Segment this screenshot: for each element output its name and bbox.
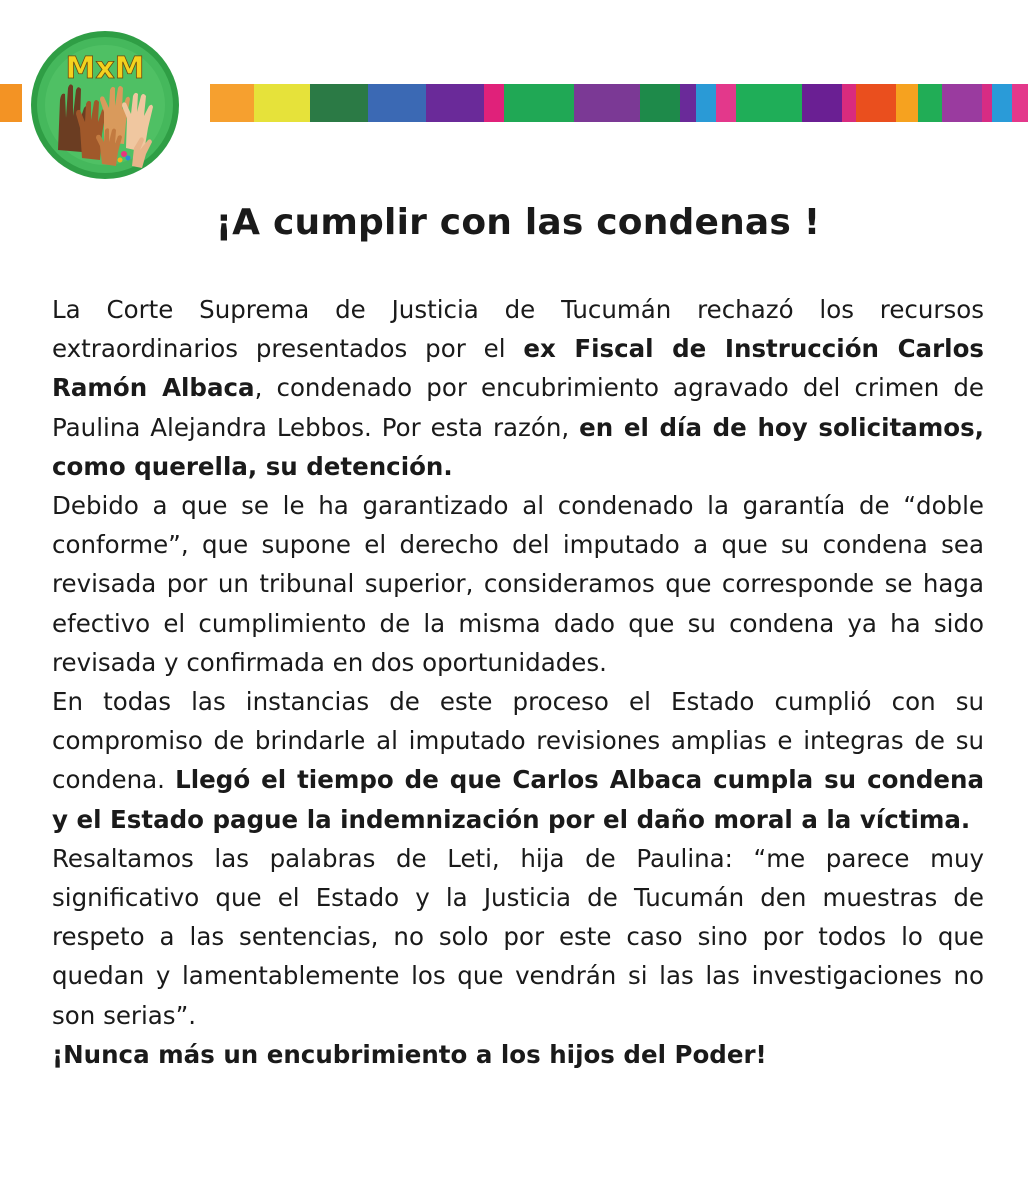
stripe-segment <box>736 84 786 122</box>
page-title: ¡A cumplir con las condenas ! <box>215 202 821 243</box>
hands-logo-icon <box>30 30 180 180</box>
stripe-segment <box>982 84 992 122</box>
stripe-segment <box>254 84 310 122</box>
stripe-segment <box>640 84 680 122</box>
logo-text: MxM <box>65 51 145 86</box>
stripe-segment <box>426 84 484 122</box>
stripe-segment <box>680 84 696 122</box>
stripe-segment <box>368 84 426 122</box>
statement-body <box>52 290 984 1074</box>
stripe-segment <box>942 84 982 122</box>
paragraph-3: En todas las instancias de este proceso el Estado cumplió con su compromiso de brindarle al imputado revisiones amplias e integras de su condena. Llegó el tiempo de que Carlos Albaca cumpla su condena y el Estado pague la indemnización por el daño moral a la víctima. <box>52 687 984 834</box>
stripe-segment <box>180 84 200 122</box>
stripe-segment <box>842 84 856 122</box>
stripe-segment <box>918 84 942 122</box>
stripe-segment <box>310 84 368 122</box>
stripe-segment <box>1012 84 1028 122</box>
stripe-segment <box>210 84 254 122</box>
closing-slogan: ¡Nunca más un encubrimiento a los hijos del Poder! <box>52 1039 767 1069</box>
stripe-segment <box>856 84 896 122</box>
paragraph-4: Resaltamos las palabras de Leti, hija de Paulina: “me parece muy significativo que el Estado y la Justicia de Tucumán den muestras de respeto a las sentencias, no solo por este caso sino por todos lo que quedan y lamentablemente los que vendrán si las las investigaciones no son serias”. <box>52 843 984 1030</box>
stripe-segment <box>716 84 736 122</box>
stripe-segment <box>200 84 210 122</box>
paragraph-2: Debido a que se le ha garantizado al condenado la garantía de “doble conforme”, que supone el derecho del imputado a que su condena sea revisada por un tribunal superior, consideramos que corresponde se haga efectivo el cumplimiento de la misma dado que su condena ya ha sido revisada y confirmada en dos oportunidades. <box>52 491 984 677</box>
stripe-segment <box>22 84 30 122</box>
stripe-segment <box>992 84 1012 122</box>
paragraph-1: La Corte Suprema de Justicia de Tucumán rechazó los recursos extraordinarios presentados por el ex Fiscal de Instrucción Carlos Ramón Albaca, condenado por encubrimiento agravado del crimen de Paulina Alejandra Lebbos. Por esta razón, en el día de hoy solicitamos, como querella, su detención. <box>52 295 985 481</box>
stripe-segment <box>484 84 504 122</box>
stripe-segment <box>0 84 22 122</box>
stripe-segment <box>504 84 574 122</box>
stripe-segment <box>574 84 640 122</box>
stripe-segment <box>896 84 918 122</box>
mxm-logo <box>30 30 180 180</box>
stripe-segment <box>696 84 716 122</box>
stripe-segment <box>786 84 802 122</box>
stripe-segment <box>802 84 842 122</box>
